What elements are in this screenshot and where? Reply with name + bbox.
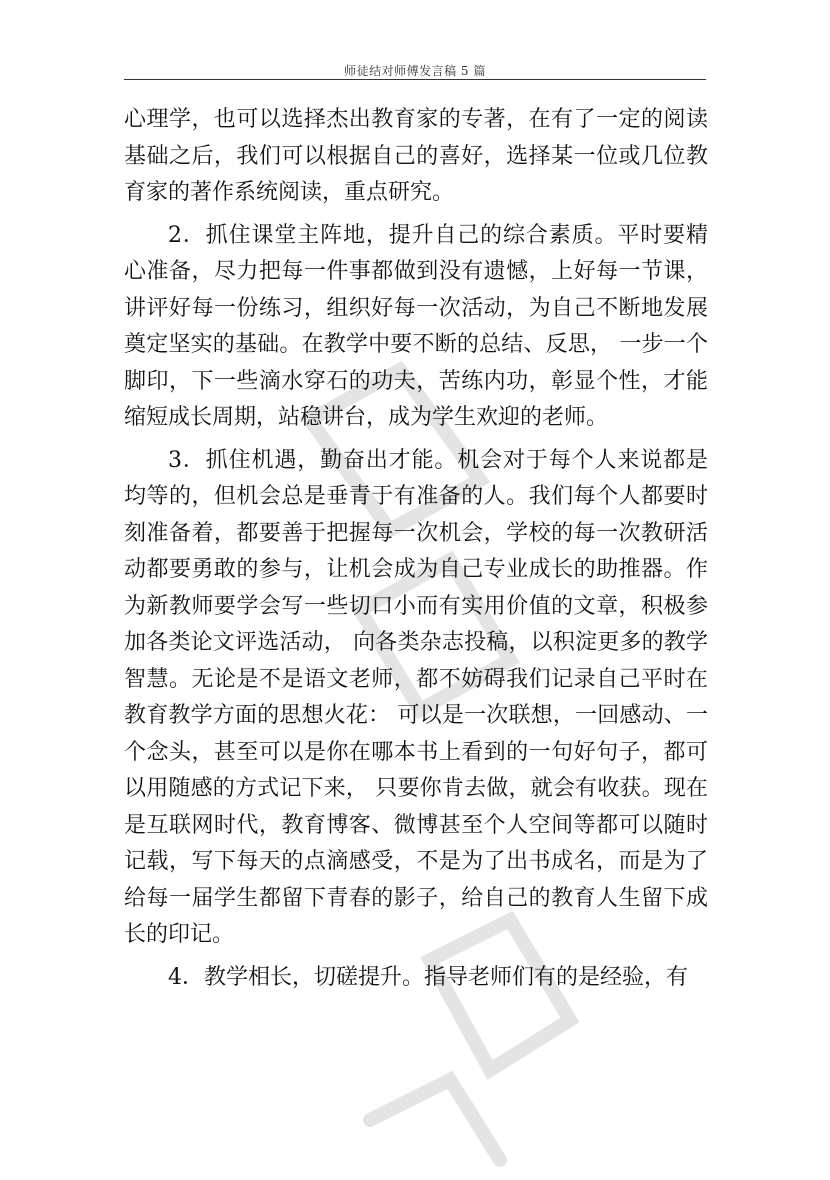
document-body <box>124 102 708 996</box>
paragraph-point-4: 4．教学相长，切磋提升。指导老师们有的是经验，有 <box>168 964 688 990</box>
paragraph-point-3: 3．抓住机遇，勤奋出才能。机会对于每个人来说都是均等的，但机会总是垂青于有准备的人。我们每个人都要时刻准备着，都要善于把握每一次机会，学校的每一次教研活动都要勇敢的参与，让机会成为自己专业成长的助推器。作为新教师要学会写一些切口小而有实用价值的文章，积极参加各类论文评选活动， 向各类杂志投稿，以积淀更多的教学智慧。无论是不是语文老师，都不妨碍我们记录自己平时在教育教学方面的思想火花： 可以是一次联想，一回感动、一个念头，甚至可以是你在哪本书上看到的一句好句子，都可以用随感的方式记下来， 只要你肯去做，就会有收获。现在是互联网时代，教育博客、微博甚至个人空间等都可以随时记载，写下每天的点滴感受，不是为了出书成名，而是为了给每一届学生都留下青春的影子，给自己的教育人生留下成长的印记。 <box>124 447 708 947</box>
paragraph-continuation: 心理学，也可以选择杰出教育家的专著，在有了一定的阅读基础之后，我们可以根据自己的喜好，选择某一位或几位教育家的著作系统阅读，重点研究。 <box>124 107 708 205</box>
paragraph-point-2: 2．抓住课堂主阵地，提升自己的综合素质。平时要精心准备，尽力把每一件事都做到没有遗憾，上好每一节课，讲评好每一份练习，组织好每一次活动，为自己不断地发展奠定坚实的基础。在教学中要不断的总结、反思， 一步一个脚印，下一些滴水穿石的功夫，苦练内功，彰显个性，才能缩短成长周期，站稳讲台，成为学生欢迎的老师。 <box>124 222 708 430</box>
header-divider <box>124 79 706 80</box>
page-header-title: 师徒结对师傅发言稿 5 篇 <box>344 64 486 78</box>
